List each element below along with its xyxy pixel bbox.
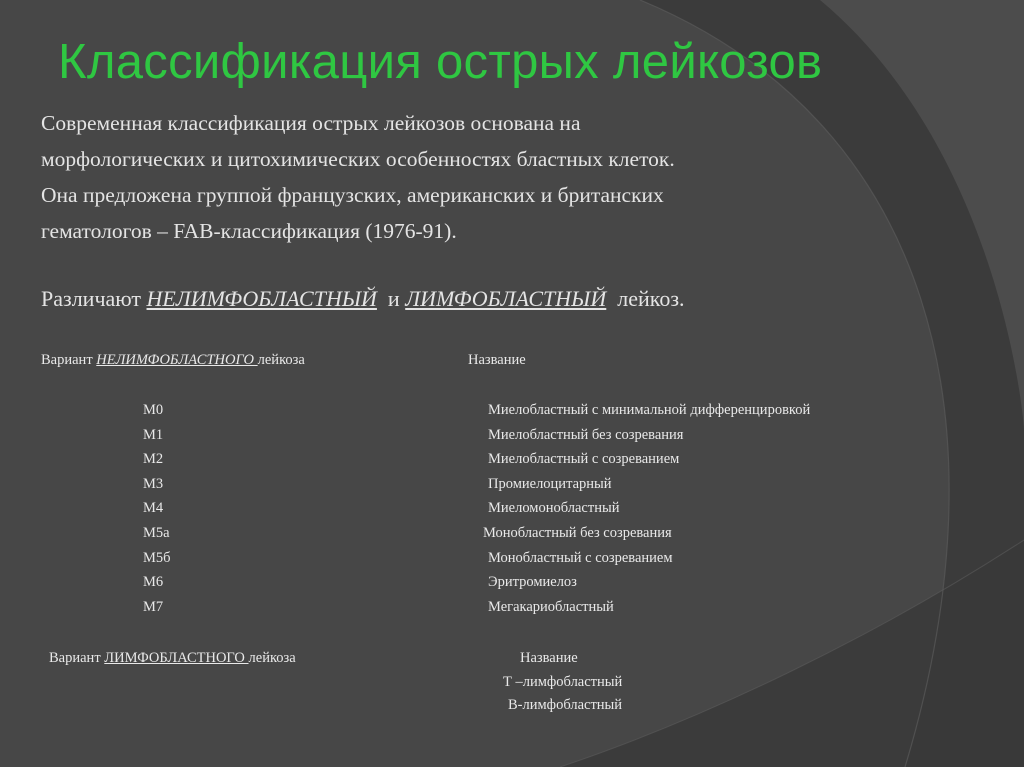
variant-name: Монобластный без созревания: [483, 524, 672, 541]
variant-code: М1: [143, 426, 164, 443]
lymph-variant-name: Т –лимфобластный: [503, 674, 623, 690]
intro-line: Современная классификация острых лейкозов основана на: [41, 111, 581, 135]
intro-line: Она предложена группой французских, американских и британских: [41, 183, 664, 207]
slide-title: Классификация острых лейкозов: [58, 35, 823, 89]
nonlymph-name-header: Название: [468, 352, 526, 368]
variant-code: М5а: [143, 524, 170, 541]
nonlymphoblastic-term: НЕЛИМФОБЛАСТНЫЙ: [146, 286, 377, 311]
variant-code: М6: [143, 574, 164, 591]
variant-code: М0: [143, 402, 164, 418]
header-suffix: лейкоза: [248, 650, 296, 666]
statement-suffix: лейкоз.: [606, 286, 685, 311]
variant-name: Миеломонобластный: [488, 500, 620, 517]
header-underlined: ЛИМФОБЛАСТНОГО: [104, 650, 249, 666]
lymph-variant-name: В-лимфобластный: [508, 697, 623, 713]
lymph-variant-header: [49, 650, 296, 667]
variant-name: Промиелоцитарный: [488, 475, 612, 492]
header-suffix: лейкоза: [257, 352, 305, 368]
variant-code: М7: [143, 598, 164, 615]
variant-name: Миелобластный с минимальной дифференцировкой: [488, 402, 811, 418]
statement-middle: и: [376, 286, 406, 311]
variant-name: Миелобластный с созреванием: [488, 451, 680, 468]
header-underlined: НЕЛИМФОБЛАСТНОГО: [96, 352, 258, 368]
intro-line: морфологических и цитохимических особенностях бластных клеток.: [41, 147, 675, 171]
variant-code: М5б: [143, 549, 171, 566]
statement-prefix: Различают: [41, 286, 147, 311]
intro-line: гематологов – FAB-классификация (1976-91).: [41, 219, 457, 243]
nonlymph-code-list: [143, 400, 171, 621]
header-prefix: Вариант: [41, 352, 97, 368]
variant-code: М3: [143, 475, 164, 492]
leukemia-types-statement: [41, 286, 685, 312]
nonlymph-name-list: [483, 400, 811, 621]
variant-name: Мегакариобластный: [488, 598, 614, 615]
variant-name: Миелобластный без созревания: [488, 426, 684, 443]
variant-code: М4: [143, 500, 164, 517]
lymphoblastic-term: ЛИМФОБЛАСТНЫЙ: [405, 286, 607, 311]
variant-name: Монобластный с созреванием: [488, 549, 673, 566]
intro-paragraph: [41, 105, 841, 249]
variant-name: Эритромиелоз: [488, 574, 577, 591]
header-prefix: Вариант: [49, 650, 105, 666]
lymph-name-header: Название: [520, 650, 578, 666]
variant-code: М2: [143, 451, 164, 468]
nonlymph-variant-header: [41, 352, 305, 369]
